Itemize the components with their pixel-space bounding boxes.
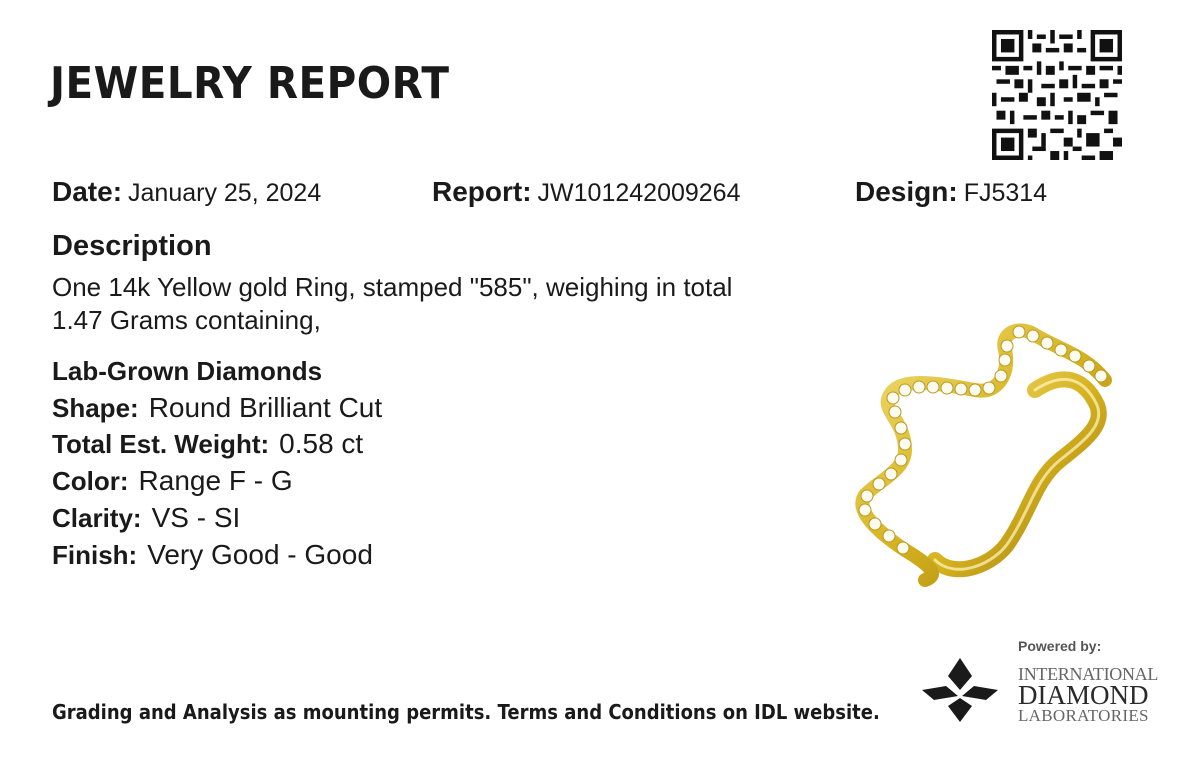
- spec-weight: [52, 428, 363, 460]
- logo-text-line3: LABORATORIES: [1018, 706, 1149, 725]
- date-field: [52, 176, 321, 208]
- description-line: One 14k Yellow gold Ring, stamped "585", weighing in total: [52, 272, 733, 302]
- design-value: FJ5314: [963, 179, 1048, 207]
- spec-label: Total Est. Weight:: [52, 429, 270, 459]
- report-title: JEWELRY REPORT: [50, 58, 450, 109]
- date-label: Date:: [52, 176, 123, 207]
- idl-logo-icon: [920, 656, 1000, 726]
- report-value: JW101242009264: [537, 179, 741, 207]
- stones-heading: Lab-Grown Diamonds: [52, 356, 323, 386]
- report-label: Report:: [432, 176, 532, 207]
- design-label: Design:: [855, 176, 958, 207]
- report-number-field: [432, 176, 741, 208]
- description-text: [52, 271, 832, 337]
- spec-label: Clarity:: [52, 503, 142, 533]
- spec-label: Finish:: [52, 540, 138, 570]
- spec-value: Round Brilliant Cut: [148, 392, 383, 423]
- ring-image: [835, 310, 1135, 600]
- qr-code-icon: [992, 30, 1122, 160]
- spec-clarity: [52, 502, 240, 534]
- description-line: 1.47 Grams containing,: [52, 305, 321, 335]
- terms-note: Grading and Analysis as mounting permits. Terms and Conditions on IDL website.: [52, 700, 880, 724]
- powered-by-label: Powered by:: [1018, 638, 1102, 654]
- spec-label: Shape:: [52, 393, 139, 423]
- date-value: January 25, 2024: [128, 179, 322, 207]
- description-heading: Description: [52, 230, 212, 262]
- spec-value: Range F - G: [138, 465, 293, 496]
- spec-shape: [52, 392, 382, 424]
- spec-value: VS - SI: [151, 502, 241, 533]
- spec-color: [52, 465, 293, 497]
- logo-text-line2: DIAMOND: [1018, 680, 1149, 710]
- spec-value: 0.58 ct: [279, 428, 364, 459]
- logo-text-line1: INTERNATIONAL: [1018, 664, 1159, 684]
- spec-finish: [52, 539, 373, 571]
- design-field: [855, 176, 1047, 208]
- spec-label: Color:: [52, 466, 129, 496]
- spec-value: Very Good - Good: [147, 539, 373, 570]
